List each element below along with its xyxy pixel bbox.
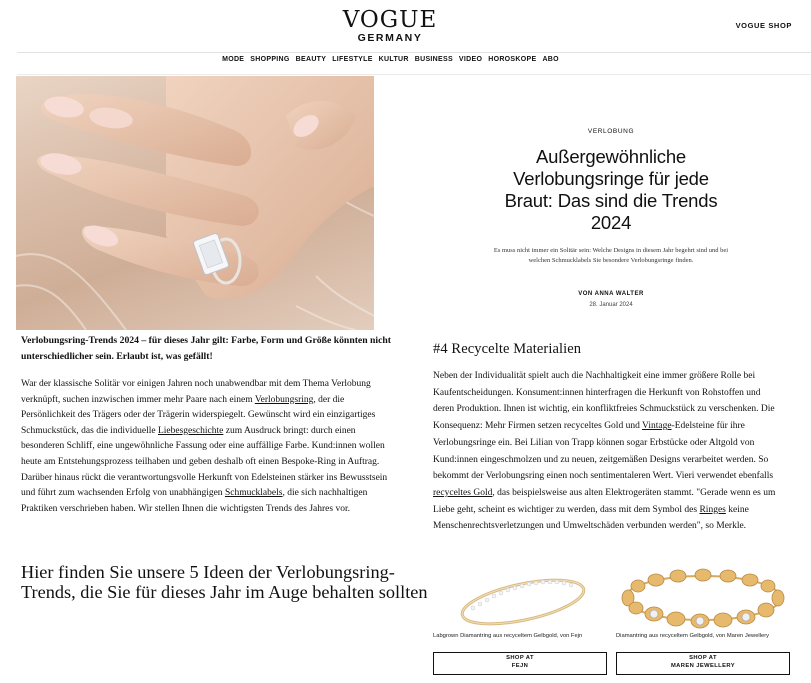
nav-item-mode[interactable]: MODE (222, 56, 245, 63)
header-divider (17, 52, 811, 53)
product-caption: Labgrown Diamantring aus recyceltem Gelbgold, von Fejn (433, 633, 583, 639)
logo-main: VOGUE (342, 7, 438, 33)
product-image[interactable] (616, 562, 790, 630)
nav-item-shopping[interactable]: SHOPPING (250, 56, 290, 63)
body-text: deren Produktion. Ihnen ist wichtig, ein konfliktfreies Schmuckstück zu verschenken. Die (433, 404, 775, 415)
body-text: Menschenrechtsverletzungen und Umweltschäden verbunden werden", so Merkle. (433, 521, 747, 532)
hand-with-ring-illustration (16, 76, 374, 330)
body-text: Neben der Individualität spielt auch die Nachhaltigkeit eine immer größere Rolle bei (433, 371, 756, 381)
body-text: keine (725, 504, 749, 515)
body-text: Verlobungsringe ein. Bei Lilian von Trapp können sogar Erbstücke oder Altgold von (433, 437, 755, 448)
article-dek: Es muss nicht immer ein Solitär sein: Welche Designs in diesem Jahr begehrt sind und bei welchen Schmucklabels Sie besondere Verlobungsringe finden. (493, 247, 729, 264)
site-header (0, 0, 811, 76)
section-heading-recycled: #4 Recycelte Materialien (433, 341, 582, 357)
product-card (433, 562, 607, 675)
body-text: , das beispielsweise aus alten Elektrogeräten stammt. "Gerade wenn es um (492, 487, 776, 498)
button-line: FEJN (511, 662, 529, 669)
body-line (433, 518, 811, 535)
body-line (433, 401, 811, 418)
nav-item-abo[interactable]: ABO (542, 56, 559, 63)
nav-item-beauty[interactable]: BEAUTY (295, 56, 327, 63)
logo-sub: GERMANY (357, 32, 423, 44)
article-date: 28. Januar 2024 (589, 302, 633, 308)
nav-item-business[interactable]: BUSINESS (414, 56, 453, 63)
body-line (433, 418, 811, 435)
body-text: Kund:innen eingeschmolzen und zu neuen, zeitgemäßen Designs verarbeitet werden. So (433, 454, 769, 465)
nav-divider (17, 74, 811, 75)
section-heading: Hier finden Sie unsere 5 Ideen der Verlobungsring-Trends, die Sie für dieses Jahr im Auge behalten sollten (21, 562, 428, 602)
body-text: Liebe geht, scheint es wichtiger zu werden, dass mit dem Symbol des (433, 504, 700, 515)
body-text: zum Ausdruck bringt: durch einen besonderen Schliff, eine ungewöhnliche Fassung oder eine auffällige Farbe. Kund:innen wollen heute am Entstehungsprozess teilhaben und geben deshalb oft einen Bespoke-Ring in Auftrag. Darüber hinaus rückt die verantwortungsvolle Herkunft von Edelsteinen stärker ins Bewusstsein und führt zum wachsenden Erfolg von unabhängigen (21, 425, 388, 499)
body-line (433, 452, 811, 469)
link-schmucklabels[interactable]: Schmucklabels (224, 488, 283, 499)
body-text: Konsequenz: Mehr Firmen setzen recyceltes Gold und (433, 421, 643, 432)
body-line (433, 485, 811, 502)
body-line (433, 435, 811, 452)
hero-image (16, 76, 374, 330)
thin-ring-icon (433, 562, 607, 630)
inline-link[interactable]: Vintage (642, 421, 672, 432)
body-line (433, 468, 811, 485)
body-text: -Edelsteine für ihre (671, 421, 745, 432)
vogue-shop-link[interactable]: VOGUE SHOP (735, 21, 792, 30)
product-caption: Diamantring aus recyceltem Gelbgold, von Maren Jewellery (616, 633, 770, 639)
nav-item-kultur[interactable]: KULTUR (378, 56, 409, 63)
main-nav (0, 56, 781, 63)
shop-at-fejn-button[interactable] (433, 652, 607, 675)
button-line: MAREN JEWELLERY (670, 662, 736, 669)
body-text: , die sich nachhaltigen Praktiken verschrieben haben. Wir stellen Ihnen die wichtigsten Trends des Jahres vor. (21, 488, 368, 514)
body-line (433, 502, 811, 519)
body-line (433, 368, 811, 385)
inline-link[interactable]: recyceltes Gold (433, 487, 493, 498)
product-image[interactable] (433, 562, 607, 630)
body-line (433, 385, 811, 402)
article-title: Außergewöhnliche Verlobungsringe für jede Braut: Das sind die Trends 2024 (504, 146, 718, 233)
link-liebesgeschichte[interactable]: Liebesgeschichte (157, 425, 224, 436)
link-verlobungsring[interactable]: Verlobungsring (254, 394, 314, 405)
product-card (616, 562, 790, 675)
bead-ring-icon (616, 562, 790, 630)
article-lead: Verlobungsring-Trends 2024 – für dieses Jahr gilt: Farbe, Form und Größe könnten nicht unterschiedlicher sein. Erlaubt ist, was gefällt! (21, 335, 392, 362)
body-text: bekommt der Verlobungsring einen noch sentimentaleren Wert. Vieri verwendet ebenfalls (433, 471, 774, 482)
button-line: SHOP AT (506, 655, 534, 661)
inline-link[interactable]: Ringes (699, 504, 726, 515)
article-body-intro (21, 377, 399, 517)
article-kicker[interactable]: VERLOBUNG (587, 128, 635, 135)
nav-item-horoskope[interactable]: HOROSKOPE (488, 56, 537, 63)
article-byline[interactable]: VON ANNA WALTER (578, 291, 644, 297)
body-text: Kaufentscheidungen. Konsument:innen hinterfragen die Herkunft von Rohstoffen und (433, 387, 761, 398)
body-text: , der die Persönlichkeit des Trägers oder der Trägerin widerspiegelt. Gewünscht wird ein einzigartiges Schmuckstück, das die individuelle (21, 394, 376, 436)
nav-item-lifestyle[interactable]: LIFESTYLE (332, 56, 373, 63)
article-body-recycled (433, 368, 811, 538)
nav-item-video[interactable]: VIDEO (458, 56, 483, 63)
body-text: War der klassische Solitär vor einigen Jahren noch unabwendbar mit dem Thema Verlobung verknüpft, suchen inzwischen immer mehr Paare nach einem (21, 379, 371, 405)
vogue-logo[interactable] (330, 8, 450, 44)
button-line: SHOP AT (689, 655, 717, 661)
shop-at-maren-jewellery-button[interactable] (616, 652, 790, 675)
